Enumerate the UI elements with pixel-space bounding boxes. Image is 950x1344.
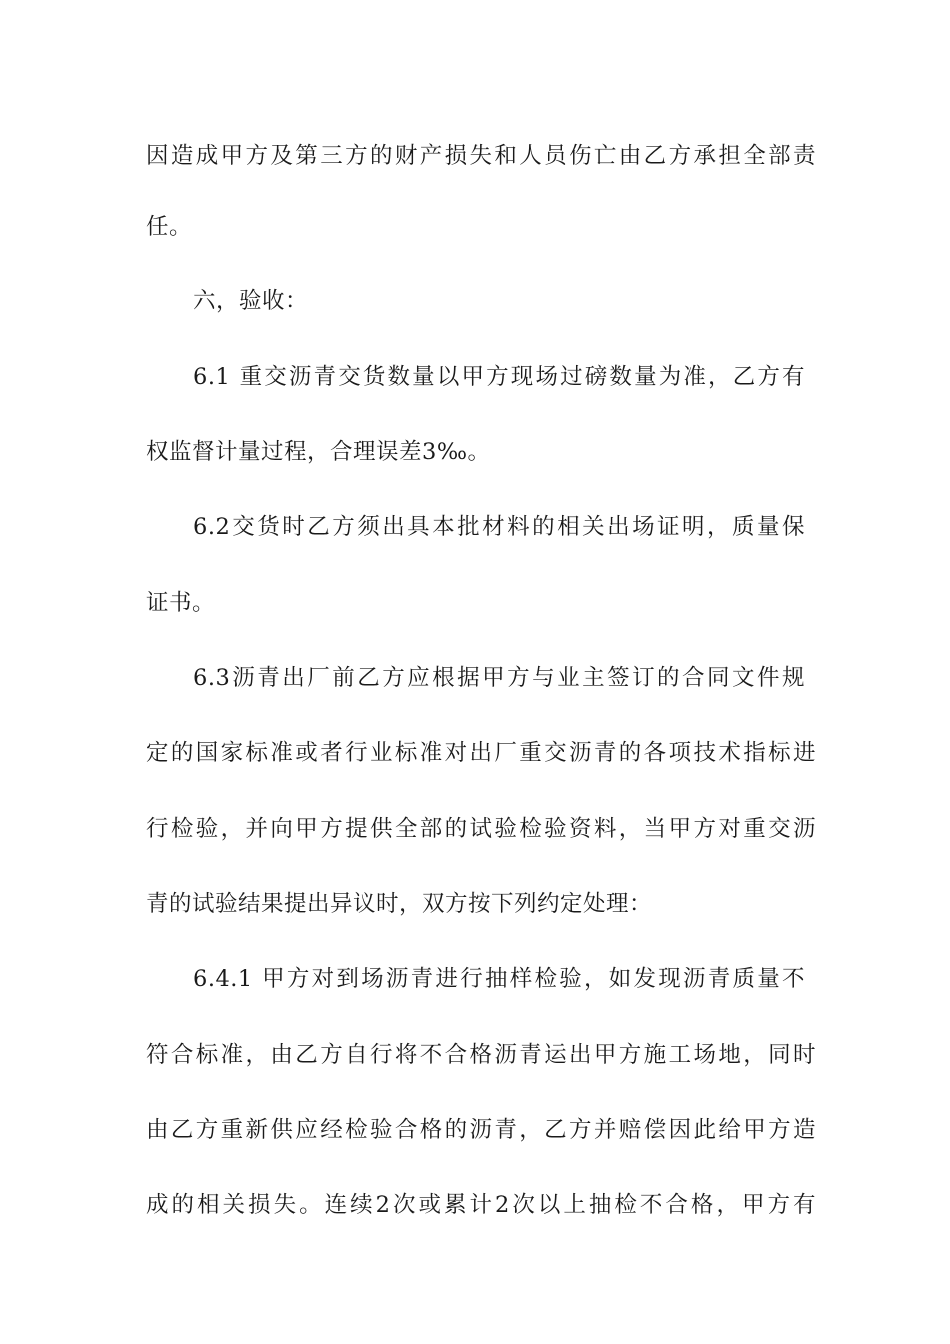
text-line: 行检验，并向甲方提供全部的试验检验资料，当甲方对重交沥 <box>146 816 816 842</box>
text-line: 任。 <box>146 214 193 240</box>
text-line: 成的相关损失。连续2次或累计2次以上抽检不合格，甲方有 <box>146 1192 816 1218</box>
text-line: 青的试验结果提出异议时，双方按下列约定处理： <box>146 891 653 917</box>
text-line: 6.3沥青出厂前乙方应根据甲方与业主签订的合同文件规 <box>193 665 805 691</box>
text-line: 符合标准，由乙方自行将不合格沥青运出甲方施工场地，同时 <box>146 1042 816 1068</box>
text-line: 权监督计量过程，合理误差3‰。 <box>146 439 491 465</box>
text-line: 6.2交货时乙方须出具本批材料的相关出场证明，质量保 <box>193 514 805 540</box>
text-line: 由乙方重新供应经检验合格的沥青，乙方并赔偿因此给甲方造 <box>146 1117 816 1143</box>
text-line: 6.1 重交沥青交货数量以甲方现场过磅数量为准，乙方有 <box>193 364 805 390</box>
section-heading: 六，验收： <box>193 288 309 314</box>
text-line: 证书。 <box>146 590 216 616</box>
text-line: 因造成甲方及第三方的财产损失和人员伤亡由乙方承担全部责 <box>146 143 816 169</box>
text-line: 定的国家标准或者行业标准对出厂重交沥青的各项技术指标进 <box>146 740 816 766</box>
text-line: 6.4.1 甲方对到场沥青进行抽样检验，如发现沥青质量不 <box>193 966 805 992</box>
